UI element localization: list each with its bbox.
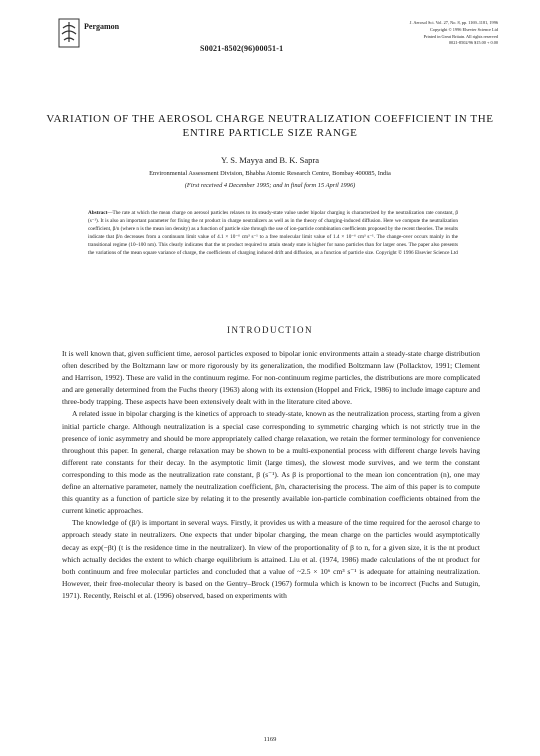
publisher-name: Pergamon — [84, 22, 120, 31]
journal-line: J. Aerosol Sci. Vol. 27, No. 8, pp. 1169–1181, 1996 — [409, 20, 498, 25]
paragraph: It is well known that, given sufficient time, aerosol particles exposed to bipolar ionic environments attain a steady-state charge distribution often described by the Boltzmann law or more rigorously by its generalization, the modified Boltzmann law (Pollacktov, 1991; Clement and Harrison, 1992). These are valid in the continuum regime. For non-continuum regime particles, the distributions are more complicated and are generally determined from the Fuchs theory (1963) along with its extension (Hoppel and Frick, 1986) to include image capture and three-body trapping. These aspects have been extensively dealt with in the literature cited above. — [62, 349, 480, 407]
section-heading: INTRODUCTION — [227, 325, 313, 335]
received-date: (First received 4 December 1995; and in final form 15 April 1996) — [184, 182, 356, 189]
journal-citation — [368, 20, 498, 47]
affiliation: Environmental Assessment Division, Bhabha Atomic Research Centre, Bombay 400085, India — [149, 170, 391, 177]
journal-line: 0021-8502/96 $15.00 + 0.00 — [448, 40, 498, 46]
body-text — [62, 348, 480, 602]
paper-title: VARIATION OF THE AEROSOL CHARGE NEUTRALIZATION COEFFICIENT IN THE ENTIRE PARTICLE SIZE RANGE — [46, 113, 494, 139]
abstract-label: Abstract — [88, 210, 108, 216]
author-list: Y. S. Mayya and B. K. Sapra — [220, 155, 320, 165]
page-number: 1169 — [263, 736, 277, 743]
paragraph: The knowledge of (β/) is important in several ways. Firstly, it provides us with a measure of the time required for the aerosol charge to approach steady state in neutralizers. One expects that under bipolar charging, the mean charge on the particles would asymptotically decay as exp(−βt) (t is the residence time in the neutralizer). In view of the proportionality of β to n, for a given size, it is the nt product which actually decides the extent to which charge equilibrium is attained. Liu et al. (1974, 1986) made calculations of the nt product for both continuum and free molecular particles and concluded that a value of ~2.5 × 10⁶ cm³ s⁻¹ is adequate for attaining neutralization. However, their free-molecular theory is based on the Gentry–Brock (1967) formula which is known to be incorrect (Fuchs and Sutugin, 1971). Recently, Reischl et al. (1996) observed, based on experiments with — [62, 518, 480, 600]
journal-line: Copyright © 1996 Elsevier Science Ltd — [429, 26, 498, 32]
abstract — [88, 210, 458, 257]
paragraph: A related issue in bipolar charging is the kinetics of approach to steady-state, known as the neutralization process, starting from a given initial particle charge. Although neutralization is a special case corresponding to symmetric charging which is not strictly true in the presence of ionic asymmetry and should be more appropriately called charge relaxation, we retain the former terminology for convenience throughout this paper. In general, charge relaxation may be shown to be a multi-exponential process with different charge levels having different rate constants for their decay. In the asymptotic limit (large times), the slowest mode survives, and we term the constant corresponding to this mode as the neutralization rate constant, β (s⁻¹). As β is proportional to the mean ion concentration (n), one may define an alternative parameter, namely the neutralization coefficient, β/n, characterising the process. The aim of this paper is to compute this quantity as a function of particle size by relating it to the presently available ion-particle combination coefficients obtained from the current kinetic approaches. — [62, 409, 480, 516]
journal-line: Printed in Great Britain. All rights reserved — [423, 33, 498, 39]
publisher-logo-icon — [58, 18, 80, 48]
abstract-text: —The rate at which the mean charge on aerosol particles relaxes to its steady-state value under bipolar charging is characterized by the neutralization rate constant, β (s⁻¹). It is also an important parameter for fixing the nt product in charge neutralizers as well as in the theory of charging-induced diffusion. Here we compute the neutralization coefficient, β/n (where n is the mean ion density) as a function of particle size through the use of ion-particle combination coefficients proposed by the recent theories. The results indicate that β/n decreases from a continuum limit value of 4.1 × 10⁻⁶ cm³ s⁻¹ to a free molecular limit value of 1.4 × 10⁻⁶ cm³ s⁻¹. The change-over occurs mainly in the transitional regime (10–100 nm). This clearly indicates that the nt product required to attain steady state is higher for nano particles than for larger ones. The paper also presents the variations of the mean square variance of charge, the coefficients of charging induced drift and diffusion, as a function of particle size. Copyright © 1996 Elsevier Science Ltd — [88, 210, 458, 256]
pii-code: S0021-8502(96)00051-1 — [200, 44, 284, 53]
